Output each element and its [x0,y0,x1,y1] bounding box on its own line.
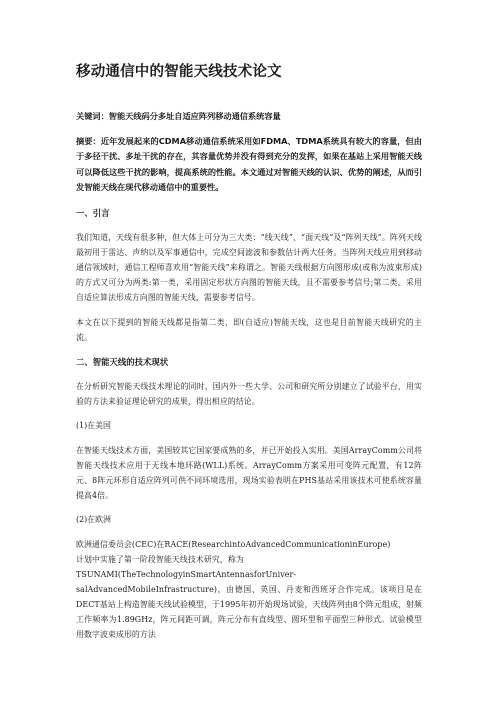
europe-line-1: 欧洲通信委员会(CEC)在RACE(ResearchintoAdvancedCommunicationinEurope) [76,539,391,549]
section-heading-status: 二、智能天线的技术现状 [76,356,169,367]
subheading-usa: (1)在美国 [76,420,111,430]
europe-line-3: TSUNAMI(TheTechnologyinSmartAntennasforUniver- [76,569,297,579]
intro-paragraph-2: 本文在以下提到的智能天线都是指第二类，即(自适应)智能天线，这也是目前智能天线研究的主流。 [76,317,422,342]
intro-paragraph-1: 我们知道，天线有很多种，但大体上可分为三大类：“线天线”、“面天线”及“阵列天线”。阵列天线最初用于雷达、声纳以及军事通信中，完成空间滤波和参数估计两大任务。当阵列天线应用到移动通信领域时，通信工程师喜欢用“智能天线”来称谓之。智能天线根据方向图形成(或称为波束形成)的方式又可分为两类:第一类，采用固定形状方向图的智能天线，且不需要参考信号;第二类，采用自适应算法形成方向图的智能天线，需要参考信号。 [76,232,422,302]
europe-line-rest: salAdvancedMobileInfrastructure)，由德国、英国、丹麦和西班牙合作完成。该项目是在DECT基站上构造智能天线试验模型，于1995年初开始现场试验，天线阵列由8个阵元组成，射频工作频率为1.89GHz，阵元间距可调，阵元分布有直线型、圆环型和平面型三种形式。试验模型用数字波束成形的方法 [76,584,422,639]
page-title: 移动通信中的智能天线技术论文 [76,64,282,80]
usa-paragraph: 在智能天线技术方面，美国较其它国家要成熟的多，并已开始投入实用。美国ArrayComm公司将智能天线技术应用于无线本地环路(WLL)系统。ArrayComm方案采用可变阵元配置，有12阵元、8阵元环形自适应阵列可供不同环境选用，现场实验表明在PHS基站采用该技术可使系统容量提高4倍。 [76,445,422,500]
europe-line-2: 计划中实施了第一阶段智能天线技术研究，称为 [76,554,244,564]
keywords: 关键词：智能天线码分多址自适应阵列移动通信系统容量 [76,111,281,121]
status-paragraph-1: 在分析研究智能天线技术理论的同时，国内外一些大学、公司和研究所分别建立了试验平台，用实验的方法来验证理论研究的成果，得出相应的结论。 [76,381,422,406]
subheading-europe: (2)在欧洲 [76,514,111,524]
abstract: 摘要：近年发展起来的CDMA移动通信系统采用如FDMA、TDMA系统具有较大的容量，但由于多径干扰、多址干扰的存在，其容量优势并没有得到充分的发挥，如果在基站上采用智能天线可以降低这些干扰的影响，提高系统的性能。本文通过对智能天线的认识、优势的阐述，从而引发智能天线在现代移动通信中的重要性。 [76,136,422,193]
europe-paragraph [76,537,422,642]
document-page [76,62,422,652]
section-heading-introduction: 一、引言 [76,207,110,218]
